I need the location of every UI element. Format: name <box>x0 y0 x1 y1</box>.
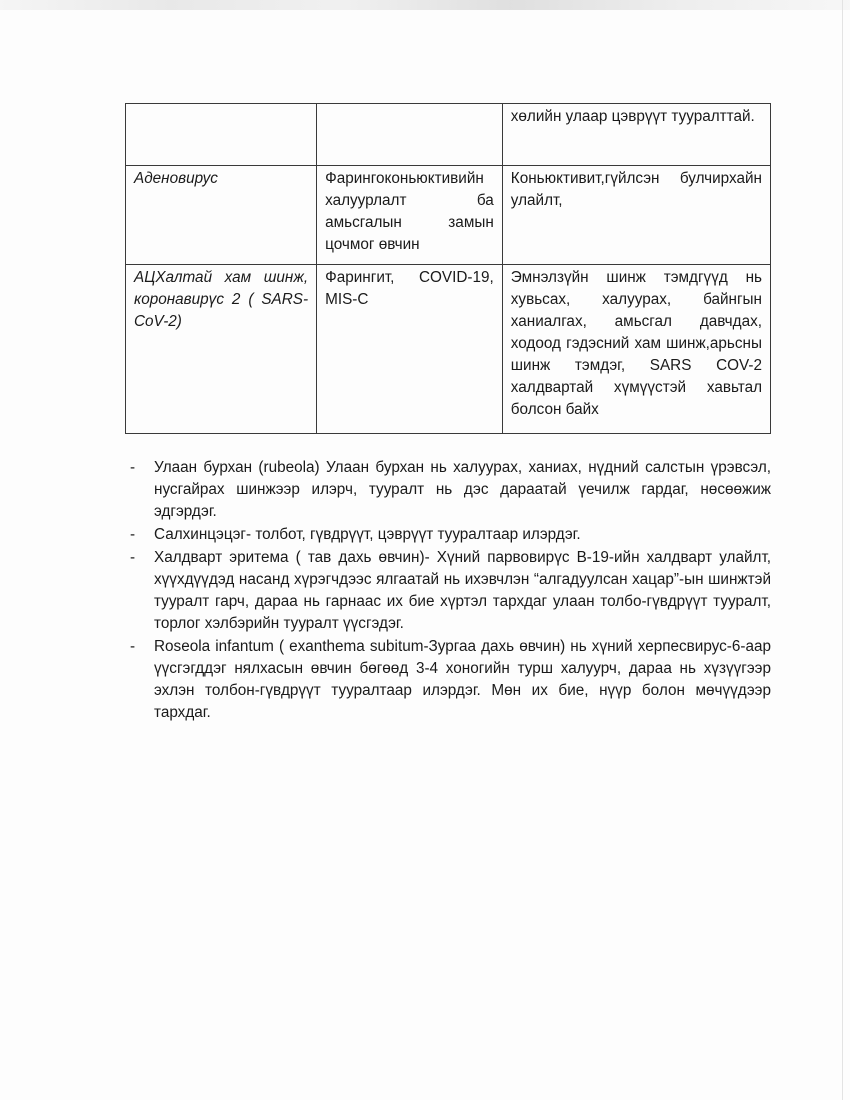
notes-list <box>126 457 771 725</box>
bullet-dash: - <box>130 526 136 543</box>
pathogen-cell <box>126 104 317 166</box>
note-text: Улаан бурхан (rubeola) Улаан бурхан нь халуурах, ханиах, нүдний салстын үрэвсэл, нусгайрах шинжээр илэрч, тууралт нь дэс дараатай үечилж гардаг, нөсөөжиж эдгэрдэг. <box>154 459 771 520</box>
pathogen-cell: АЦХалтай хам шинж, коронавирүс 2 ( SARS-CoV-2) <box>126 265 317 434</box>
list-item <box>126 636 771 724</box>
features-cell: хөлийн улаар цэврүүт тууралттай. <box>502 104 770 166</box>
note-text: Халдварт эритема ( тав дахь өвчин)- Хүний парвовирүс В-19-ийн халдварт улайлт, хүүхдүүдэд насанд хүрэгчдээс ялгаатай нь ихэвчлэн “алгадуулсан хацар”-ын шинжтэй тууралт гарч, дараа нь гарнаас их бие хүртэл тархдаг улаан толбо-гүвдрүүт тууралт, торлог хэлбэрийн тууралт үүсгэдэг. <box>154 549 771 632</box>
list-item <box>126 524 771 546</box>
list-item <box>126 457 771 523</box>
bullet-dash: - <box>130 459 136 476</box>
bullet-dash: - <box>130 638 136 655</box>
table-row <box>126 104 771 166</box>
features-cell: Коньюктивит,гүйлсэн булчирхайн улайлт, <box>502 166 770 265</box>
disease-cell: Фарингоконьюктивийн халуурлалт ба амьсгалын замын цочмог өвчин <box>317 166 503 265</box>
note-text: Roseola infantum ( exanthema subitum-Зургаа дахь өвчин) нь хүний херпесвирус-6-аар үүсгэгддэг нялхасын өвчин бөгөөд 3-4 хоногийн турш халуурч, дараа нь хүзүүгээр эхлэн толбон-гүвдрүүт тууралтаар илэрдэг. Мөн их бие, нүүр болон мөчүүдээр тархдаг. <box>154 638 771 721</box>
note-text: Салхинцэцэг- толбот, гүвдрүүт, цэврүүт тууралтаар илэрдэг. <box>154 526 581 543</box>
pathogen-cell: Аденовирус <box>126 166 317 265</box>
bullet-dash: - <box>130 549 136 566</box>
disease-cell <box>317 104 503 166</box>
disease-cell: Фарингит, COVID-19, MIS-C <box>317 265 503 434</box>
scan-edge-right <box>842 0 843 1100</box>
list-item <box>126 547 771 635</box>
scan-edge-top <box>0 0 850 10</box>
pathogen-table <box>125 103 771 434</box>
table-row <box>126 166 771 265</box>
features-cell: Эмнэлзүйн шинж тэмдгүүд нь хувьсах, халуурах, байнгын ханиалгах, амьсгал давчдах, ходоод гэдэсний хам шинж,арьсны шинж тэмдэг, SARS COV-2 халдвартай хүмүүстэй хавьтал болсон байх <box>502 265 770 434</box>
table-row <box>126 265 771 434</box>
